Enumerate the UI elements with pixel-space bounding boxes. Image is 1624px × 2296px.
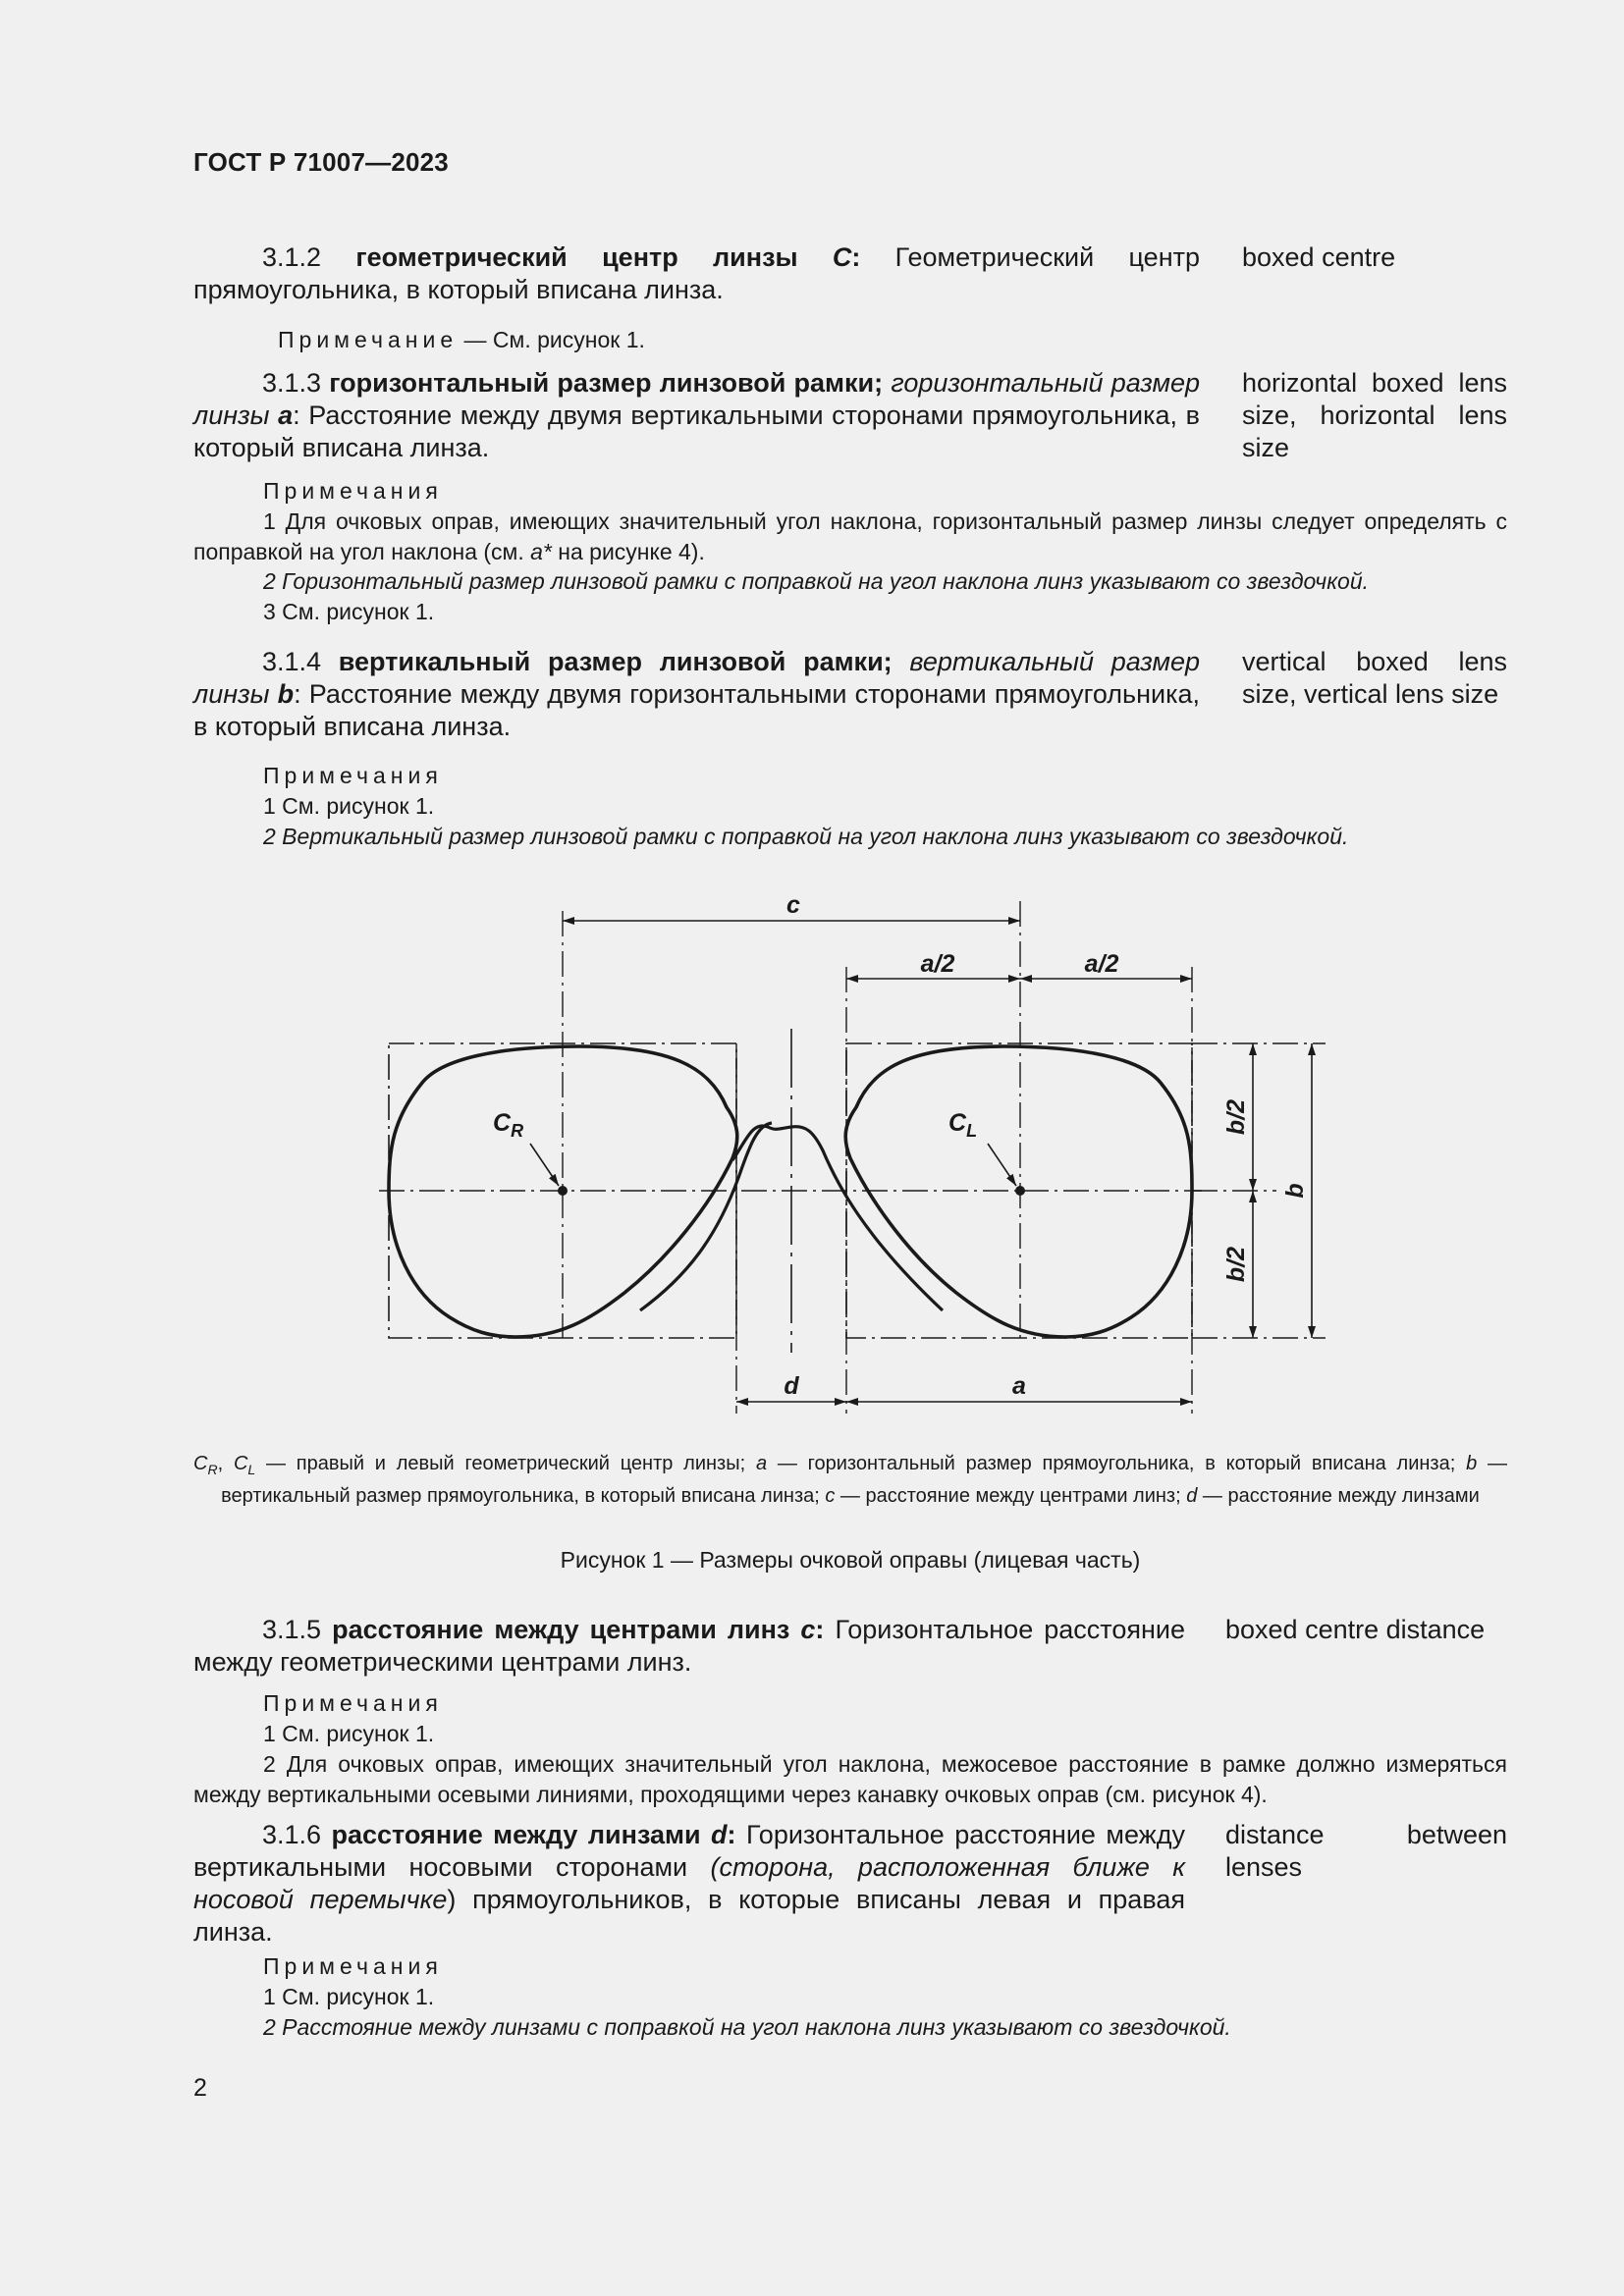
- note-text: — См. рисунок 1.: [458, 327, 645, 352]
- figure-caption: Рисунок 1 — Размеры очковой оправы (лицевая часть): [560, 1547, 1141, 1573]
- term-name: геометрический центр линзы: [355, 242, 798, 272]
- label-cr: [493, 1109, 523, 1141]
- note-3-1-3-3: 3 См. рисунок 1.: [263, 599, 435, 624]
- dimension-lines: [530, 921, 1312, 1402]
- term-3-1-3-en: horizontal boxed lens size, horizontal lens size: [1242, 368, 1507, 462]
- label-c: c: [786, 891, 800, 919]
- legend-cl: C: [233, 1453, 248, 1474]
- legend-text: — расстояние между линзами: [1197, 1485, 1480, 1507]
- term-colon: :: [293, 400, 300, 430]
- label-b: b: [1281, 1183, 1309, 1199]
- leader-cr: [530, 1144, 559, 1186]
- document-header: ГОСТ Р 71007—2023: [193, 147, 449, 177]
- term-3-1-6-en: distance between lenses: [1225, 1820, 1507, 1882]
- term-number: 3.1.2: [262, 242, 322, 272]
- center-point-cl: [1015, 1186, 1025, 1196]
- note-3-1-2: [278, 325, 645, 355]
- term-3-1-2: [193, 241, 1200, 306]
- notes-3-1-5-label: Примечания: [263, 1690, 443, 1716]
- legend-a: a: [755, 1453, 768, 1474]
- term-definition-italic: (сторона, расположенная ближе к носовой перемычке: [193, 1852, 1185, 1914]
- legend-d: d: [1186, 1485, 1198, 1507]
- term-name: расстояние между линзами: [331, 1820, 701, 1849]
- term-number: 3.1.4: [262, 647, 322, 676]
- note-3-1-6-2: 2 Расстояние между линзами с поправкой на угол наклона линз указывают со звездочкой.: [263, 2014, 1231, 2040]
- legend-text: — вертикальный размер прямоугольника, в который вписана линза;: [221, 1453, 1507, 1507]
- term-colon: :: [727, 1820, 736, 1849]
- term-3-1-5: [193, 1614, 1185, 1679]
- note-label: Примечание: [278, 327, 459, 352]
- label-cl-main: C: [948, 1109, 967, 1137]
- term-number: 3.1.6: [262, 1820, 322, 1849]
- label-cr-sub: R: [511, 1121, 524, 1141]
- label-a-half-left: a/2: [920, 950, 955, 978]
- legend-text: — расстояние между центрами линз;: [835, 1485, 1187, 1507]
- term-3-1-4-en: vertical boxed lens size, vertical lens size: [1242, 647, 1507, 709]
- legend-c: c: [825, 1485, 836, 1507]
- term-synonym: вертикальный размер линзы: [193, 647, 1200, 709]
- note-3-1-4-1: 1 См. рисунок 1.: [263, 793, 435, 819]
- term-symbol: a: [278, 400, 294, 430]
- term-symbol: d: [711, 1820, 728, 1849]
- figure-1-frame-dimensions: [363, 883, 1335, 1433]
- leader-cl: [988, 1144, 1016, 1186]
- term-definition: Горизонтальное расстояние между вертикальными носовыми сторонами: [193, 1820, 1185, 1882]
- note-3-1-4-2: 2 Вертикальный размер линзовой рамки с поправкой на угол наклона линз указывают со звездочкой.: [263, 824, 1349, 849]
- label-b-half-top: b/2: [1222, 1098, 1250, 1136]
- term-synonym: горизонтальный размер линзы: [193, 368, 1200, 430]
- term-3-1-2-en: boxed centre: [1242, 242, 1396, 272]
- note-text-end: на рисунке 4).: [551, 539, 705, 564]
- bridge-outline: [732, 1126, 943, 1310]
- note-3-1-5-2: 2 Для очковых оправ, имеющих значительный угол наклона, межосевое расстояние в рамке должно измеряться между вертикальными осевыми линиями, проходящими через канавку очковых оправ (см. рисунок 4).: [193, 1751, 1507, 1807]
- legend-text: — горизонтальный размер прямоугольника, в который вписана линза;: [767, 1453, 1467, 1474]
- legend-cr-sub: R: [207, 1462, 218, 1477]
- term-colon: :: [294, 679, 301, 709]
- note-3-1-3-2: 2 Горизонтальный размер линзовой рамки с поправкой на угол наклона линз указывают со звездочкой.: [263, 568, 1370, 594]
- term-definition: Горизонтальное расстояние между геометрическими центрами линз.: [193, 1615, 1185, 1677]
- term-colon: :: [851, 242, 861, 272]
- term-name: вертикальный размер линзовой рамки;: [338, 647, 893, 676]
- term-symbol: c: [800, 1615, 816, 1644]
- term-symbol: b: [277, 679, 295, 709]
- legend-cr: C: [193, 1453, 208, 1474]
- notes-3-1-6-label: Примечания: [263, 1953, 443, 1979]
- figure-legend: [193, 1451, 1507, 1510]
- note-3-1-3-1: [193, 507, 1507, 567]
- term-definition: Расстояние между двумя вертикальными сторонами прямоугольника, в который вписана линза.: [193, 400, 1200, 462]
- label-cl: [948, 1109, 977, 1141]
- note-text: 1 Для очковых оправ, имеющих значительный угол наклона, горизонтальный размер линзы следует определять с поправкой на угол наклона (см.: [193, 508, 1507, 564]
- note-3-1-6-1: 1 См. рисунок 1.: [263, 1984, 435, 2009]
- notes-3-1-3-label: Примечания: [263, 478, 443, 504]
- center-point-cr: [558, 1186, 568, 1196]
- label-a: a: [1012, 1372, 1026, 1400]
- note-symbol: a*: [530, 539, 552, 564]
- term-number: 3.1.5: [262, 1615, 322, 1644]
- bridge-inner-curve: [640, 1123, 772, 1310]
- legend-cl-sub: L: [247, 1462, 256, 1477]
- label-cl-sub: L: [966, 1121, 978, 1141]
- legend-sep: ,: [217, 1453, 234, 1474]
- term-name: расстояние между центрами линз: [332, 1615, 790, 1644]
- term-3-1-5-en: boxed centre distance: [1225, 1615, 1486, 1644]
- legend-b: b: [1466, 1453, 1478, 1474]
- label-a-half-right: a/2: [1084, 950, 1119, 978]
- page-number: 2: [193, 2074, 207, 2102]
- term-name: горизонтальный размер линзовой рамки;: [329, 368, 884, 398]
- note-3-1-5-1: 1 См. рисунок 1.: [263, 1721, 435, 1746]
- legend-text: — правый и левый геометрический центр линзы;: [255, 1453, 756, 1474]
- term-definition: Геометрический центр прямоугольника, в который вписана линза.: [193, 242, 1200, 304]
- term-3-1-4: [193, 646, 1200, 743]
- term-definition-end: ) прямоугольников, в которые вписаны левая и правая линза.: [193, 1885, 1185, 1947]
- term-3-1-6: [193, 1819, 1185, 1949]
- label-b-half-bottom: b/2: [1222, 1246, 1250, 1283]
- label-d: d: [784, 1372, 799, 1400]
- term-definition: Расстояние между двумя горизонтальными сторонами прямоугольника, в который вписана линза.: [193, 679, 1200, 741]
- label-cr-main: C: [493, 1109, 512, 1137]
- term-3-1-3: [193, 367, 1200, 464]
- term-symbol: C: [832, 242, 852, 272]
- term-number: 3.1.3: [262, 368, 322, 398]
- notes-3-1-4-label: Примечания: [263, 763, 443, 788]
- term-colon: :: [815, 1615, 825, 1644]
